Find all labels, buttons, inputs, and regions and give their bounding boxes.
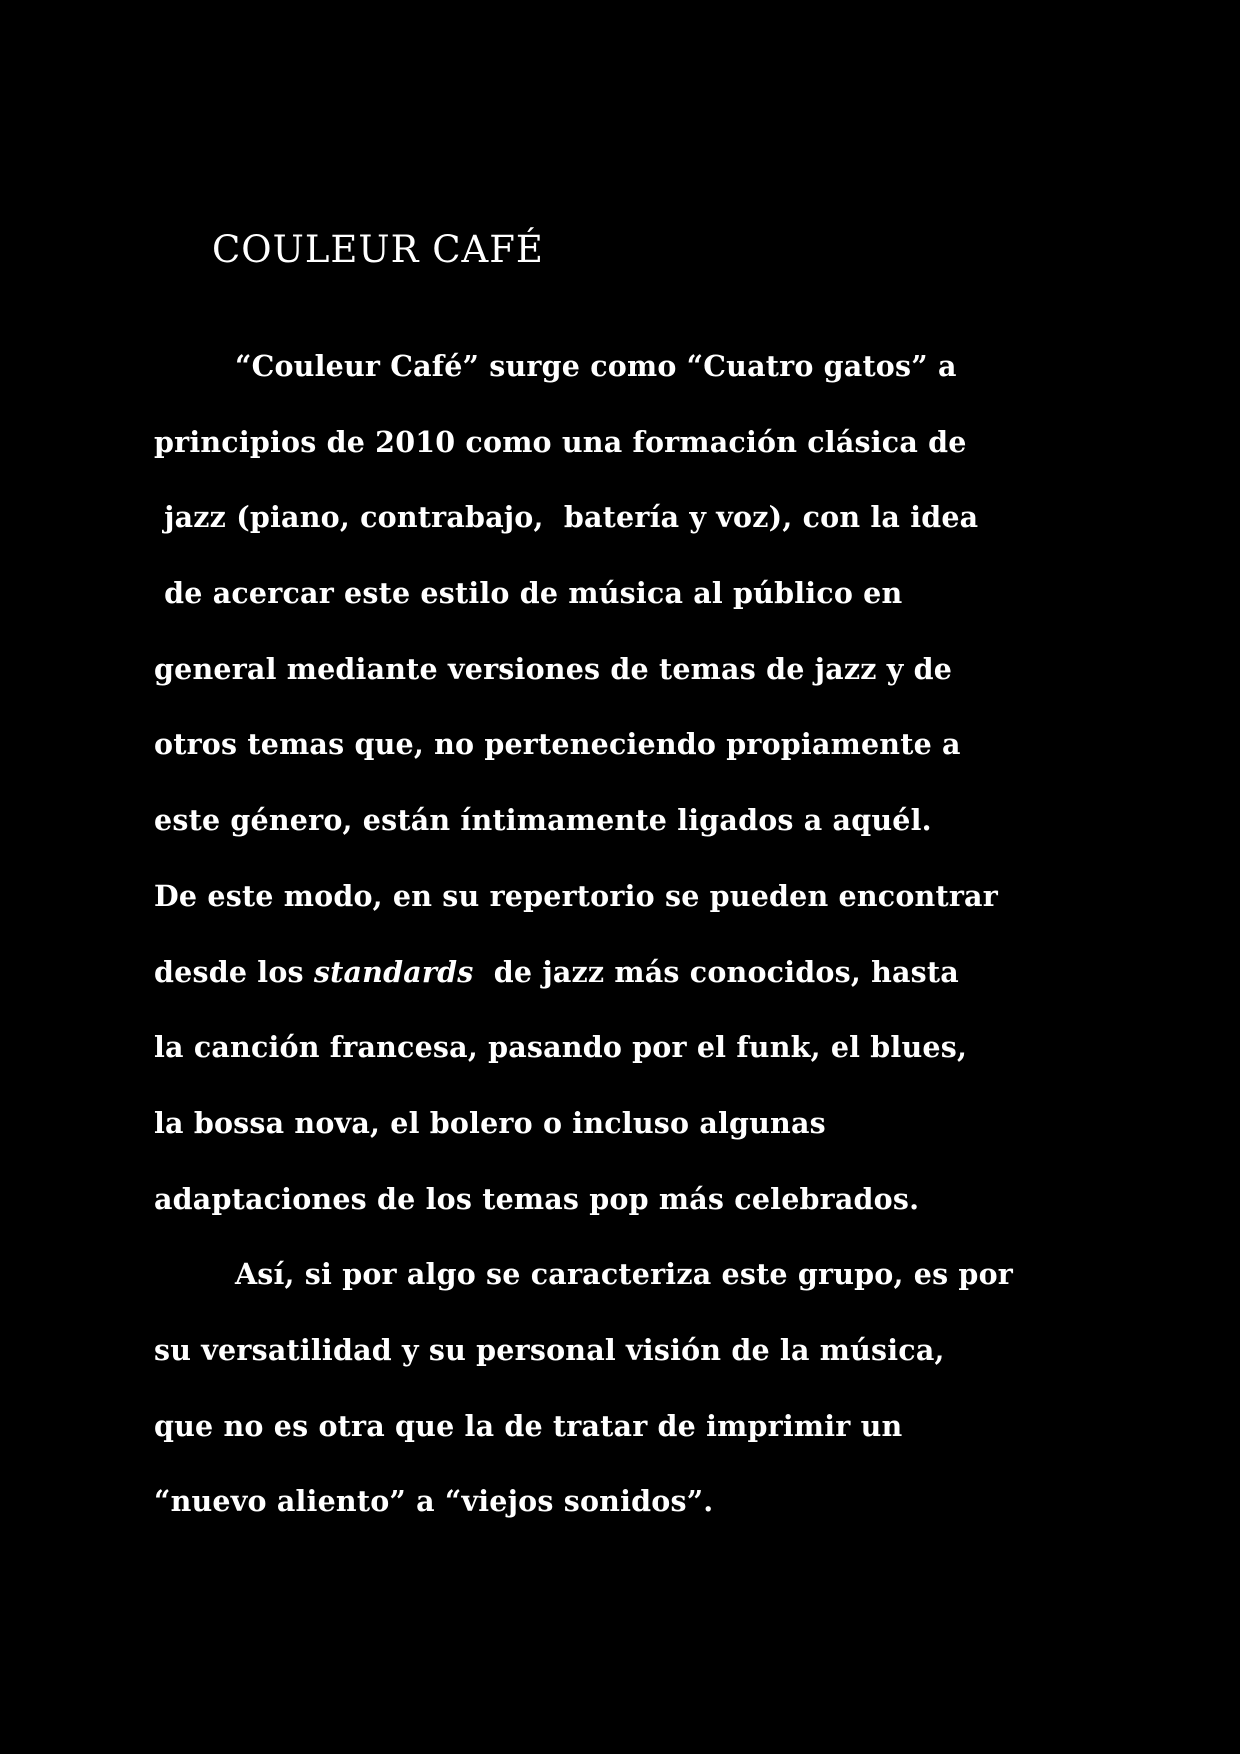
text-segment: desde los — [154, 954, 314, 989]
text-line: De este modo, en su repertorio se pueden encontrar — [154, 878, 998, 913]
text-line: “Couleur Café” surge como “Cuatro gatos” a — [154, 349, 957, 383]
text-line-with-emphasis — [154, 946, 1154, 1022]
text-line: otros temas que, no perteneciendo propiamente a — [154, 727, 961, 762]
document-title: COULEUR CAFÉ — [212, 228, 544, 271]
text-line: de acercar este estilo de música al público en — [154, 576, 903, 611]
text-line: principios de 2010 como una formación clásica de — [154, 424, 967, 459]
text-line: “nuevo aliento” a “viejos sonidos”. — [154, 1484, 714, 1519]
text-line: la canción francesa, pasando por el funk, el blues, — [154, 1030, 968, 1065]
text-line: que no es otra que la de tratar de imprimir un — [154, 1408, 903, 1443]
text-line: jazz (piano, contrabajo, batería y voz), con la idea — [154, 500, 979, 535]
text-line: adaptaciones de los temas pop más celebrados. — [154, 1181, 920, 1216]
document-body — [154, 340, 1154, 1551]
text-line: Así, si por algo se caracteriza este grupo, es por — [154, 1257, 1013, 1292]
text-line: su versatilidad y su personal visión de la música, — [154, 1332, 945, 1367]
text-line: general mediante versiones de temas de jazz y de — [154, 651, 953, 686]
emphasized-word: standards — [313, 954, 474, 989]
text-line: la bossa nova, el bolero o incluso algunas — [154, 1105, 826, 1140]
text-segment: de jazz más conocidos, hasta — [473, 954, 959, 989]
text-line: este género, están íntimamente ligados a aquél. — [154, 803, 932, 838]
